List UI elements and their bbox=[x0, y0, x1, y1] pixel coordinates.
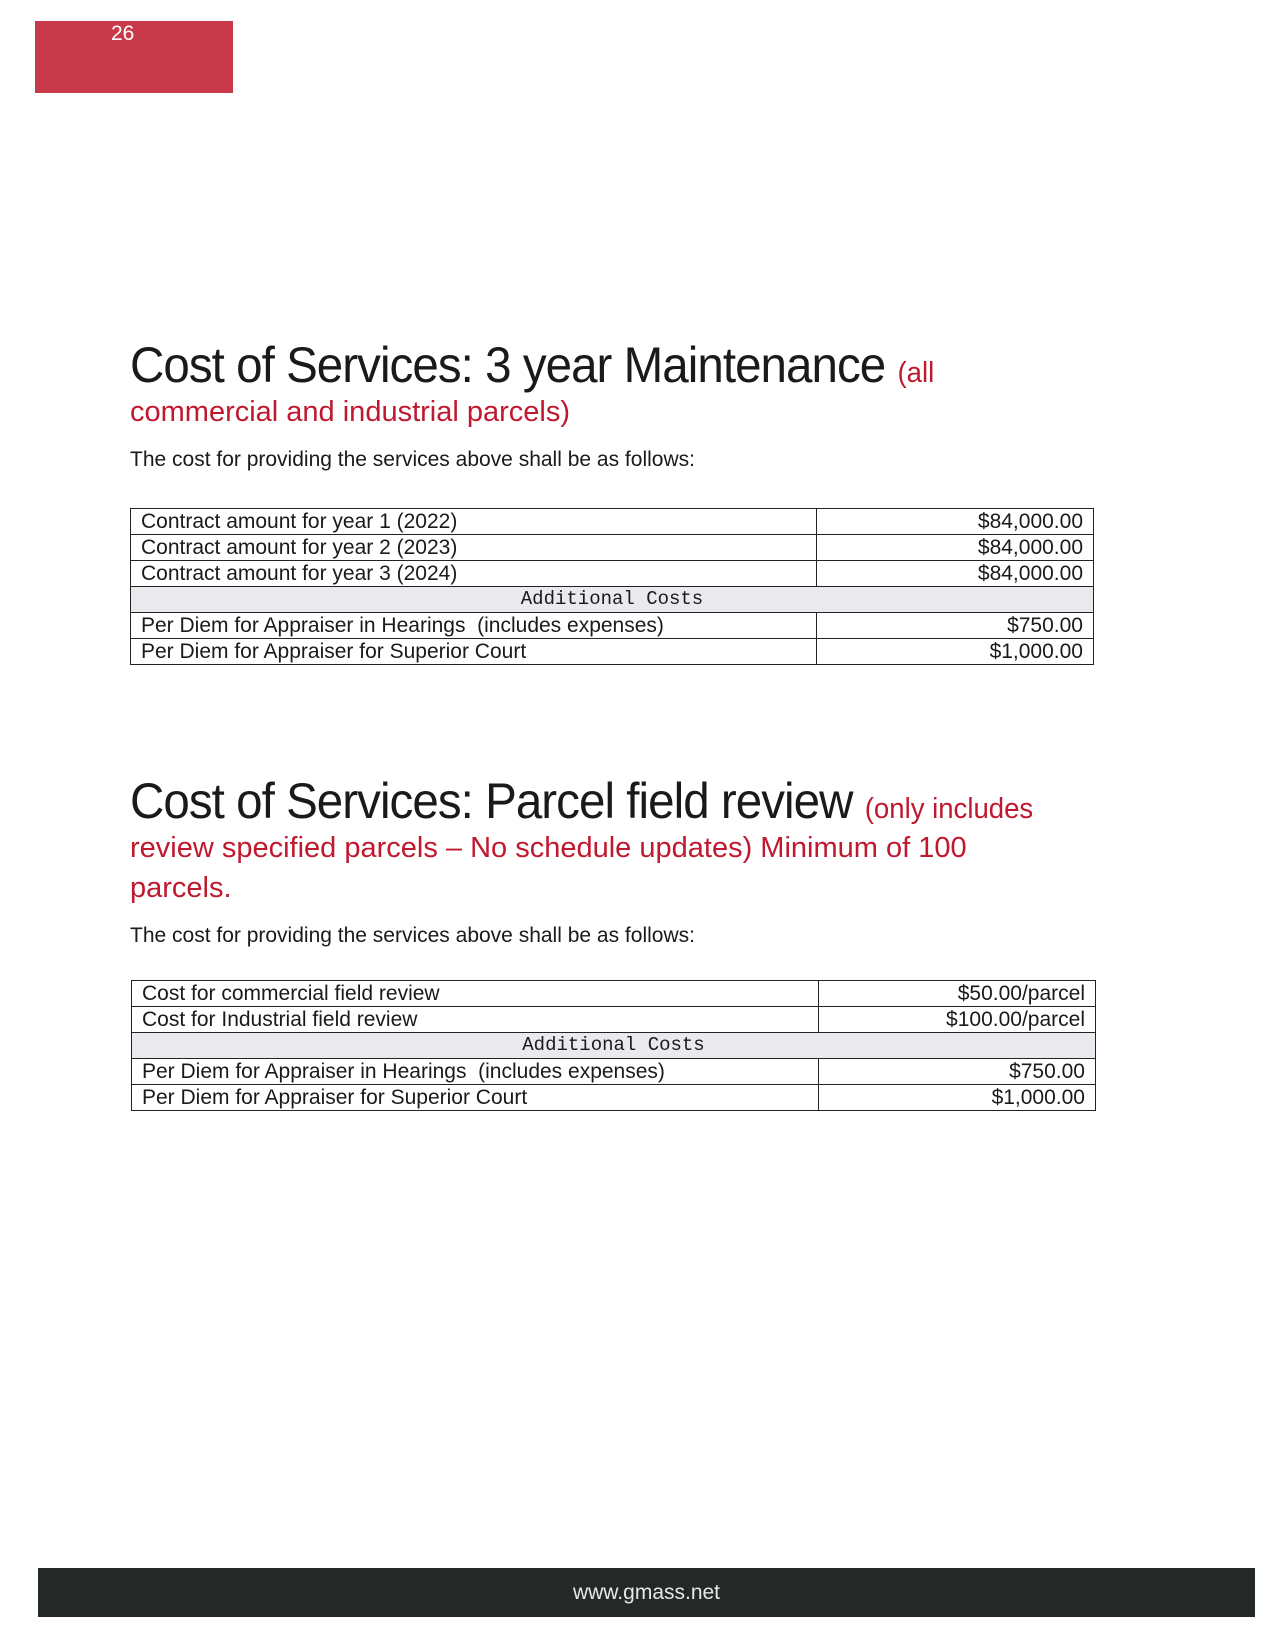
row-value: $84,000.00 bbox=[817, 535, 1094, 561]
additional-costs-header: Additional Costs bbox=[131, 587, 1094, 613]
cost-table-maintenance bbox=[130, 508, 1094, 665]
page-number-badge bbox=[35, 21, 233, 93]
footer-bar bbox=[38, 1568, 1255, 1617]
row-label: Cost for commercial field review bbox=[132, 981, 819, 1007]
heading-text: Cost of Services: 3 year Maintenance bbox=[130, 337, 886, 393]
row-label: Per Diem for Appraiser for Superior Court bbox=[132, 1085, 819, 1111]
cost-table-field-review bbox=[131, 980, 1096, 1111]
row-label: Contract amount for year 3 (2024) bbox=[131, 561, 817, 587]
row-value: $750.00 bbox=[819, 1059, 1096, 1085]
row-label: Contract amount for year 2 (2023) bbox=[131, 535, 817, 561]
row-label: Cost for Industrial field review bbox=[132, 1007, 819, 1033]
table-group-row bbox=[132, 1033, 1096, 1059]
heading-note: (all bbox=[897, 357, 935, 389]
section-maintenance bbox=[130, 337, 1150, 472]
row-value: $100.00/parcel bbox=[819, 1007, 1096, 1033]
heading-note-line: review specified parcels – No schedule updates) Minimum of 100 bbox=[130, 832, 967, 864]
table-group-row bbox=[131, 587, 1094, 613]
table-row bbox=[131, 613, 1094, 639]
row-value: $1,000.00 bbox=[817, 639, 1094, 665]
intro-text: The cost for providing the services above shall be as follows: bbox=[130, 448, 695, 471]
table-row bbox=[131, 639, 1094, 665]
row-label: Per Diem for Appraiser in Hearings (includes expenses) bbox=[132, 1059, 819, 1085]
table-row bbox=[131, 561, 1094, 587]
table-row bbox=[132, 1085, 1096, 1111]
table-row bbox=[131, 509, 1094, 535]
row-label: Per Diem for Appraiser in Hearings (includes expenses) bbox=[131, 613, 817, 639]
heading-text: Cost of Services: Parcel field review bbox=[130, 773, 853, 829]
heading-note-line: commercial and industrial parcels) bbox=[130, 396, 570, 428]
row-value: $1,000.00 bbox=[819, 1085, 1096, 1111]
row-label: Contract amount for year 1 (2022) bbox=[131, 509, 817, 535]
table-row bbox=[132, 1007, 1096, 1033]
section-heading bbox=[130, 773, 1099, 829]
table-row bbox=[132, 981, 1096, 1007]
row-label: Per Diem for Appraiser for Superior Court bbox=[131, 639, 817, 665]
row-value: $84,000.00 bbox=[817, 561, 1094, 587]
section-heading bbox=[130, 337, 1099, 393]
heading-note: (only includes bbox=[864, 793, 1034, 825]
table-row bbox=[131, 535, 1094, 561]
section-parcel-field-review bbox=[130, 773, 1150, 948]
table-row bbox=[132, 1059, 1096, 1085]
footer-url: www.gmass.net bbox=[572, 1581, 721, 1604]
page-number: 26 bbox=[111, 22, 135, 45]
heading-note-line: parcels. bbox=[130, 872, 232, 904]
additional-costs-header: Additional Costs bbox=[132, 1033, 1096, 1059]
row-value: $84,000.00 bbox=[817, 509, 1094, 535]
intro-text: The cost for providing the services above shall be as follows: bbox=[130, 924, 695, 947]
row-value: $50.00/parcel bbox=[819, 981, 1096, 1007]
row-value: $750.00 bbox=[817, 613, 1094, 639]
